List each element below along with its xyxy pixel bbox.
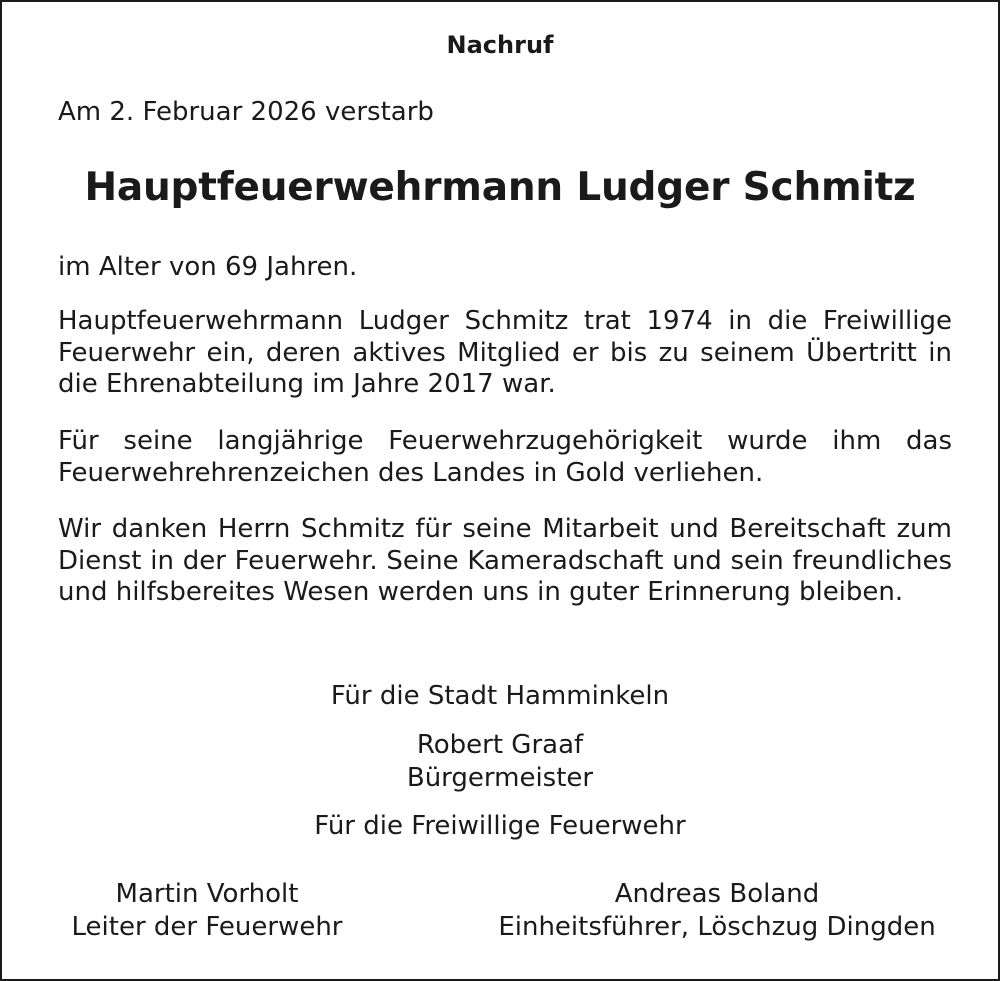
signature-left bbox=[32, 878, 382, 944]
mayor-title: Bürgermeister bbox=[406, 763, 594, 793]
fire-dept-line: Für die Freiwillige Feuerwehr bbox=[314, 811, 686, 841]
signature-right-title: Einheitsführer, Löschzug Dingden bbox=[498, 912, 936, 942]
intro-line: Am 2. Februar 2026 verstarb bbox=[58, 97, 434, 127]
signature-left-name: Martin Vorholt bbox=[115, 879, 299, 909]
mayor-name: Robert Graaf bbox=[416, 730, 584, 760]
deceased-name: Hauptfeuerwehrmann Ludger Schmitz bbox=[84, 165, 916, 210]
city-line: Für die Stadt Hamminkeln bbox=[330, 681, 670, 711]
paragraph-thanks: Wir danken Herrn Schmitz für seine Mitarbeit und Bereitschaft zum Dienst in der Feuerwehr. Seine Kameradschaft und sein freundliches und hilfsbereites Wesen werden uns in guter Erinnerung bleiben. bbox=[58, 514, 952, 607]
signature-left-title: Leiter der Feuerwehr bbox=[71, 912, 343, 942]
paragraph-honor: Für seine langjährige Feuerwehrzugehörigkeit wurde ihm das Feuerwehrehrenzeichen des Landes in Gold verliehen. bbox=[58, 426, 952, 488]
age-line: im Alter von 69 Jahren. bbox=[58, 252, 358, 282]
paragraph-membership: Hauptfeuerwehrmann Ludger Schmitz trat 1974 in die Freiwillige Feuerwehr ein, deren aktives Mitglied er bis zu seinem Übertritt in die Ehrenabteilung im Jahre 2017 war. bbox=[58, 306, 952, 399]
notice-heading: Nachruf bbox=[446, 31, 554, 59]
signature-right bbox=[462, 878, 972, 944]
signature-right-name: Andreas Boland bbox=[614, 879, 820, 909]
